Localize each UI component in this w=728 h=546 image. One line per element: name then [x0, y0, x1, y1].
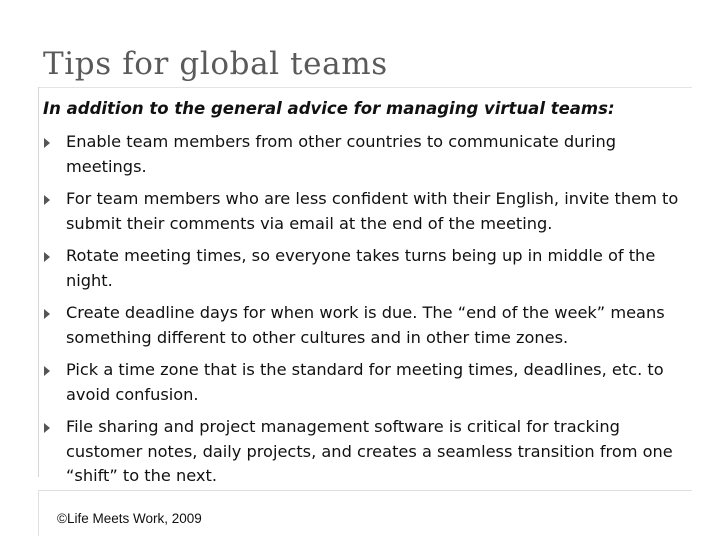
- list-item: [43, 187, 693, 236]
- list-item: [43, 301, 693, 350]
- title-divider: [38, 87, 692, 88]
- footer-divider: [38, 490, 692, 491]
- left-rule: [38, 87, 39, 477]
- slide-title: Tips for global teams: [43, 46, 388, 82]
- list-item-text: File sharing and project management software is critical for tracking customer notes, daily projects, and creates a seamless transition from one “shift” to the next.: [66, 417, 673, 485]
- triangle-right-icon: [44, 309, 50, 319]
- list-item: [43, 358, 693, 407]
- list-item: [43, 415, 693, 489]
- list-item: [43, 244, 693, 293]
- triangle-right-icon: [44, 195, 50, 205]
- list-item-text: Pick a time zone that is the standard for meeting times, deadlines, etc. to avoid confusion.: [66, 360, 664, 404]
- bullet-list: [43, 130, 693, 497]
- list-item-text: Enable team members from other countries to communicate during meetings.: [66, 132, 617, 176]
- list-item: [43, 130, 693, 179]
- triangle-right-icon: [44, 138, 50, 148]
- triangle-right-icon: [44, 252, 50, 262]
- triangle-right-icon: [44, 423, 50, 433]
- list-item-text: Rotate meeting times, so everyone takes turns being up in middle of the night.: [66, 246, 656, 290]
- list-item-text: Create deadline days for when work is due. The “end of the week” means something different to other cultures and in other time zones.: [66, 303, 665, 347]
- triangle-right-icon: [44, 366, 50, 376]
- footer-rule: [38, 490, 39, 536]
- intro-heading: In addition to the general advice for managing virtual teams:: [43, 99, 615, 118]
- copyright-footer: ©Life Meets Work, 2009: [57, 511, 202, 526]
- list-item-text: For team members who are less confident with their English, invite them to submit their comments via email at the end of the meeting.: [66, 189, 679, 233]
